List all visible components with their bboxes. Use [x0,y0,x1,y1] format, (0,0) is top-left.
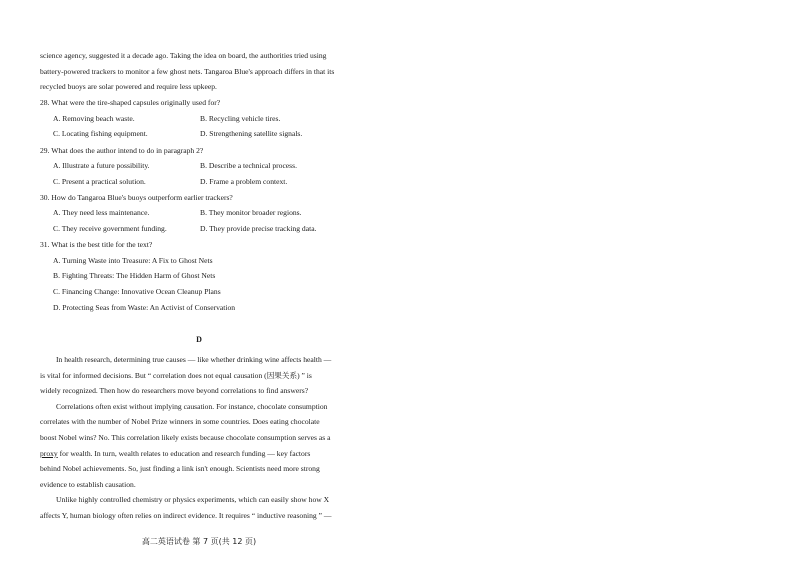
option-b: B. Describe a technical process. [200,161,297,171]
text-line: widely recognized. Then how do researchers move beyond correlations to find answers? [40,386,309,396]
option-b: B. Recycling vehicle tires. [200,113,281,123]
text-line: battery-powered trackers to monitor a few ghost nets. Tangaroa Blue's approach differs in that its [40,66,335,76]
passage-d [40,352,358,524]
question-30 [40,190,358,237]
page-footer: 高二英语试卷 第 7 页(共 12 页) [141,537,257,546]
text-line: In health research, determining true causes — like whether drinking wine affects health — [56,355,332,365]
text-line [40,446,358,462]
option-a: A. They need less maintenance. [53,208,150,218]
question-28 [40,95,358,142]
option-c: C. They receive government funding. [53,224,167,234]
text-line: is vital for informed decisions. But “ correlation does not equal causation (因果关系) ” is [40,370,312,380]
text-line: Correlations often exist without implying causation. For instance, chocolate consumption [56,401,328,411]
question-stem: 30. How do Tangaroa Blue's buoys outperform earlier trackers? [40,192,233,202]
text-line: evidence to establish causation. [40,479,136,489]
option-d: D. Protecting Seas from Waste: An Activist of Conservation [53,302,236,312]
section-heading-d: D [196,335,202,345]
option-d: D. Frame a problem context. [200,176,288,186]
option-a: A. Removing beach waste. [53,113,135,123]
option-b: B. They monitor broader regions. [200,208,302,218]
question-stem: 28. What were the tire-shaped capsules originally used for? [40,98,221,108]
text-line: science agency, suggested it a decade ago. Taking the idea on board, the authorities tried using [40,51,327,60]
passage-c-ending [40,48,358,95]
question-31 [40,237,358,315]
option-c: C. Present a practical solution. [53,176,146,186]
options-grid [40,205,358,236]
question-stem: 29. What does the author intend to do in paragraph 2? [40,145,204,155]
question-stem: 31. What is the best title for the text? [40,240,153,250]
option-c: C. Locating fishing equipment. [53,129,148,139]
option-b: B. Fighting Threats: The Hidden Harm of Ghost Nets [53,271,216,281]
option-a: A. Illustrate a future possibility. [53,161,150,171]
option-d: D. They provide precise tracking data. [200,224,317,234]
option-d: D. Strengthening satellite signals. [200,129,303,139]
text-fragment: for wealth. In turn, wealth relates to education and research funding — key factors [57,448,311,458]
text-line: recycled buoys are solar powered and require less upkeep. [40,82,217,92]
question-29 [40,143,358,190]
options-grid [40,158,358,189]
text-line: behind Nobel achievements. So, just finding a link isn't enough. Scientists need more strong [40,464,320,474]
text-line: Unlike highly controlled chemistry or physics experiments, which can easily show how X [56,495,330,505]
text-column [40,48,358,524]
text-line: correlates with the number of Nobel Prize winners in some countries. Does eating chocolate [40,417,320,427]
text-line: boost Nobel wins? No. This correlation likely exists because chocolate consumption serves as a [40,433,331,443]
option-a: A. Turning Waste into Treasure: A Fix to Ghost Nets [53,255,213,265]
text-line: affects Y, human biology often relies on indirect evidence. It requires “ inductive reasoning ” — [40,511,332,521]
underlined-word-proxy: proxy [40,448,58,458]
options-grid [40,111,358,142]
option-c: C. Financing Change: Innovative Ocean Cleanup Plans [53,286,221,296]
